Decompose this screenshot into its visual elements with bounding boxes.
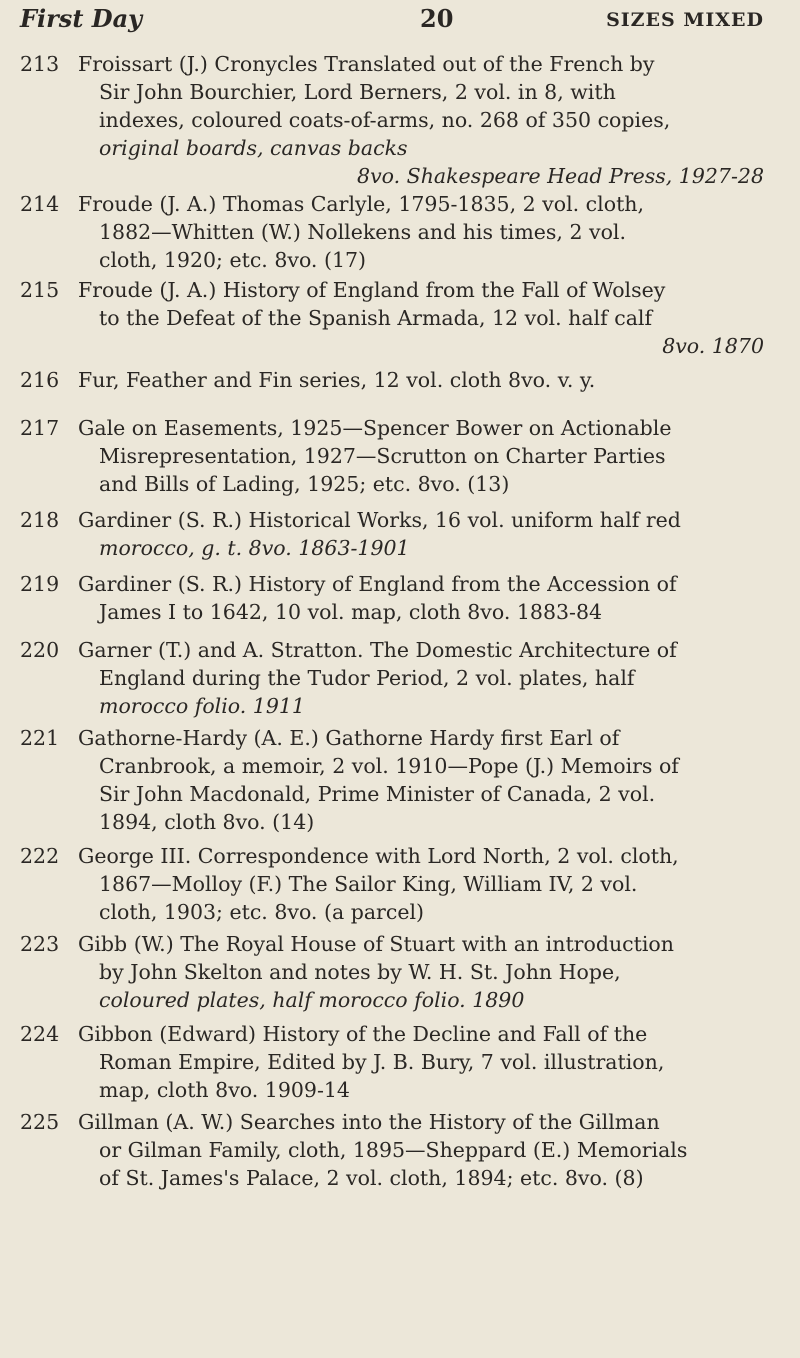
lot-line: morocco, g. t. 8vo. 1863-1901 [99, 536, 410, 560]
lot-description [78, 1108, 764, 1192]
lot-line: cloth, 1920; etc. 8vo. (17) [99, 248, 367, 272]
lot-line: Roman Empire, Edited by J. B. Bury, 7 vol. illustration, [99, 1050, 665, 1074]
lot-line: James I to 1642, 10 vol. map, cloth 8vo. 1883-84 [99, 600, 603, 624]
lot-number: 221 [20, 726, 60, 750]
lot-line: Misrepresentation, 1927—Scrutton on Charter Parties [99, 444, 666, 468]
lot-line: Gathorne-Hardy (A. E.) Gathorne Hardy first Earl of [78, 726, 620, 750]
lot-line: and Bills of Lading, 1925; etc. 8vo. (13) [99, 472, 510, 496]
lot-line: 1894, cloth 8vo. (14) [99, 810, 315, 834]
lot-line: coloured plates, half morocco folio. 1890 [99, 988, 525, 1012]
lot-223 [20, 930, 764, 1014]
lot-line: 1882—Whitten (W.) Nollekens and his times, 2 vol. [99, 220, 626, 244]
lot-line: Froude (J. A.) Thomas Carlyle, 1795-1835, 2 vol. cloth, [78, 192, 645, 216]
lot-line: 1867—Molloy (F.) The Sailor King, William IV, 2 vol. [99, 872, 638, 896]
lot-number: 213 [20, 52, 60, 76]
header-day: First Day [20, 4, 143, 33]
header-section: SIZES MIXED [606, 9, 764, 31]
lot-number: 219 [20, 572, 60, 596]
lot-number: 225 [20, 1110, 60, 1134]
lot-line: original boards, canvas backs [99, 136, 408, 160]
lot-line: of St. James's Palace, 2 vol. cloth, 1894; etc. 8vo. (8) [99, 1166, 644, 1190]
lot-line: indexes, coloured coats-of-arms, no. 268 of 350 copies, [99, 108, 671, 132]
lot-216 [20, 366, 764, 394]
lot-218 [20, 506, 764, 562]
lot-line: by John Skelton and notes by W. H. St. John Hope, [99, 960, 621, 984]
lot-line: Gibb (W.) The Royal House of Stuart with an introduction [78, 932, 674, 956]
page-header [20, 0, 764, 40]
lot-description [78, 506, 764, 562]
lot-line: Garner (T.) and A. Stratton. The Domestic Architecture of [78, 638, 677, 662]
lot-221 [20, 724, 764, 836]
lot-line: cloth, 1903; etc. 8vo. (a parcel) [99, 900, 425, 924]
lot-description [78, 636, 764, 720]
lot-line: to the Defeat of the Spanish Armada, 12 vol. half calf [99, 306, 653, 330]
lot-number: 220 [20, 638, 60, 662]
lot-214 [20, 190, 764, 274]
lot-215 [20, 276, 764, 360]
lot-line: or Gilman Family, cloth, 1895—Sheppard (E.) Memorials [99, 1138, 688, 1162]
lot-line: George III. Correspondence with Lord North, 2 vol. cloth, [78, 844, 679, 868]
lot-number: 218 [20, 508, 60, 532]
lot-line: 8vo. Shakespeare Head Press, 1927-28 [357, 164, 764, 188]
lot-219 [20, 570, 764, 626]
lot-line: Gardiner (S. R.) History of England from the Accession of [78, 572, 677, 596]
page-number: 20 [420, 4, 454, 33]
lot-description [78, 724, 764, 836]
lot-line: Gibbon (Edward) History of the Decline and Fall of the [78, 1022, 648, 1046]
lot-225 [20, 1108, 764, 1192]
lot-line: England during the Tudor Period, 2 vol. plates, half [99, 666, 635, 690]
lot-222 [20, 842, 764, 926]
lot-number: 223 [20, 932, 60, 956]
lot-line: Gale on Easements, 1925—Spencer Bower on Actionable [78, 416, 672, 440]
lot-224 [20, 1020, 764, 1104]
lot-line: Sir John Macdonald, Prime Minister of Canada, 2 vol. [99, 782, 656, 806]
lot-line: Froissart (J.) Cronycles Translated out of the French by [78, 52, 655, 76]
lot-description [78, 366, 764, 394]
lot-line: Gillman (A. W.) Searches into the History of the Gillman [78, 1110, 660, 1134]
lot-number: 214 [20, 192, 60, 216]
lot-line: map, cloth 8vo. 1909-14 [99, 1078, 350, 1102]
lot-number: 216 [20, 368, 60, 392]
lot-line: Froude (J. A.) History of England from the Fall of Wolsey [78, 278, 666, 302]
lot-line: Cranbrook, a memoir, 2 vol. 1910—Pope (J.) Memoirs of [99, 754, 679, 778]
lot-line: Sir John Bourchier, Lord Berners, 2 vol. in 8, with [99, 80, 616, 104]
lot-description [78, 414, 764, 498]
lot-220 [20, 636, 764, 720]
lot-description [78, 842, 764, 926]
lot-line: Fur, Feather and Fin series, 12 vol. cloth 8vo. v. y. [78, 368, 596, 392]
lot-description [78, 1020, 764, 1104]
lot-number: 217 [20, 416, 60, 440]
lot-number: 222 [20, 844, 60, 868]
lot-number: 215 [20, 278, 60, 302]
lot-213 [20, 50, 764, 190]
lot-line: morocco folio. 1911 [99, 694, 305, 718]
lot-description [78, 190, 764, 274]
lot-description [78, 276, 764, 360]
lot-description [78, 570, 764, 626]
lot-line: Gardiner (S. R.) Historical Works, 16 vol. uniform half red [78, 508, 681, 532]
lot-description [78, 50, 764, 190]
lot-number: 224 [20, 1022, 60, 1046]
lot-217 [20, 414, 764, 498]
lot-description [78, 930, 764, 1014]
lot-line: 8vo. 1870 [662, 334, 764, 358]
